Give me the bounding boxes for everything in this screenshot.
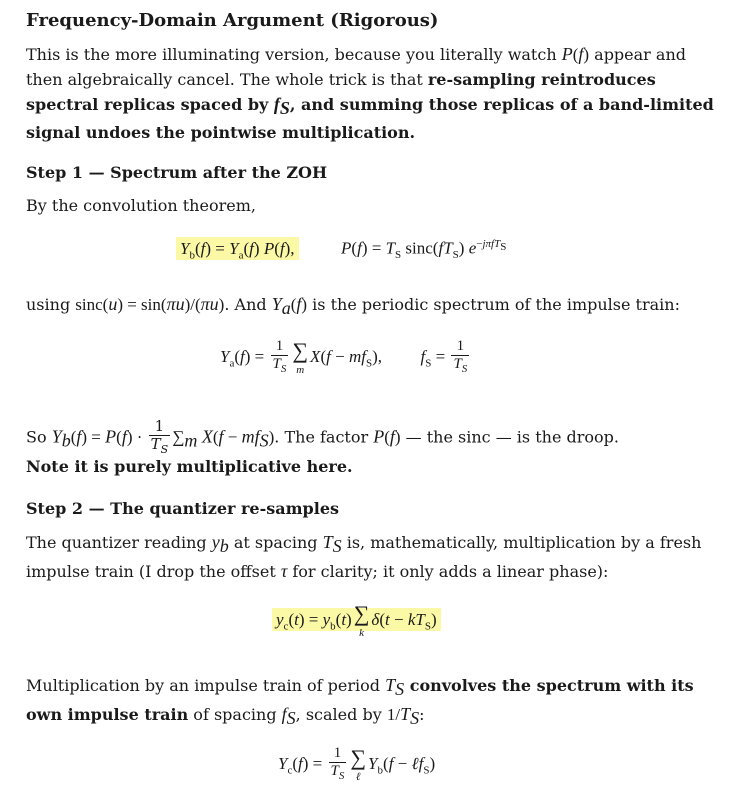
step2-p2-text-2: of spacing (188, 704, 282, 724)
step2-heading: Step 2 — The quantizer re-samples (26, 499, 340, 518)
equation-ya: $Y_a(f)$ = $\frac{1}{T_S}$ ∑ m $X(f - mf_S)$, $f_S$ = $\frac{1}{T_S}$ (220, 338, 468, 376)
so-text-1: So (26, 427, 52, 447)
section-title: Frequency-Domain Argument (Rigorous) (26, 10, 439, 31)
step2-p1-text-1: The quantizer reading (26, 533, 212, 552)
equation-yc (272, 603, 441, 639)
step2-p1-text-3: is, mathematically, multiplication by a fresh impulse train (I drop the offset (26, 533, 702, 581)
intro-bold-2: , and summing those replicas of a band-limited signal undoes the pointwise multiplication. (26, 95, 714, 142)
step2-paragraph-1: The quantizer reading $y_b$ at spacing $T_S$ is, mathematically, multiplication by a fresh impulse train (I drop the offset τ for clarity; it only adds a linear phase): (26, 532, 702, 581)
using-paragraph: using sinc(u) = sin(πu)/(πu). And $Y_a(f)$ is the periodic spectrum of the impulse train: (26, 294, 680, 319)
step2-p2-bold: convolves the spectrum with its own impulse train (26, 676, 694, 724)
so-text-2: . The factor (274, 427, 374, 447)
step1-heading: Step 1 — Spectrum after the ZOH (26, 163, 328, 182)
step2-p1-text-4: for clarity; it only adds a linear phase): (287, 561, 609, 581)
using-text-2: . And (224, 295, 272, 314)
intro-text-1: This is the more illuminating version, because you literally watch (26, 45, 562, 64)
intro-bold-1: re-sampling reintroduces spectral replicas spaced by (26, 69, 656, 114)
intro-paragraph: This is the more illuminating version, because you literally watch P(f) appear and then algebraically cancel. The whole trick is that re-sampling reintroduces spectral replicas spaced by $f_S$, and summing those replicas of a band-limited signal undoes the pointwise multiplication. (26, 44, 714, 142)
intro-text-2: appear and then algebraically cancel. The whole trick is that (26, 45, 686, 89)
step1-lead: By the convolution theorem, (26, 196, 256, 215)
step2-p1-text-2: at spacing (228, 533, 323, 552)
step2-p2-text-3: , scaled by (295, 704, 387, 724)
so-text-3: — the sinc — is the droop. (400, 427, 619, 447)
equation-yb: $Y_b(f) = Y_a(f)$ P(f), $P(f) = T_S$ $\sin c(fT_S)$ $e^{-j\pi fT_S}$ (176, 238, 506, 261)
highlight-yb: $Y_b(f) = Y_a(f)$ P(f), (176, 237, 299, 260)
equation-yc-spectrum: $Y_c(f)$ = $\frac{1}{T_S}$ ∑ ℓ $Y_b(f$ − ℓf$_S$) (278, 745, 436, 783)
step2-paragraph-2: Multiplication by an impulse train of period $T_S$ convolves the spectrum with its own impulse train of spacing $f_S$, scaled by $1/T_S$: (26, 675, 694, 728)
step1-note: Note it is purely multiplicative here. (26, 457, 353, 476)
using-text-3: is the periodic spectrum of the impulse train: (307, 295, 680, 314)
using-text-1: using (26, 295, 76, 314)
step2-p2-text-1: Multiplication by an impulse train of period (26, 676, 386, 695)
so-paragraph: So $Y_b(f) = P(f)$ · $\frac{1}{T_S}$ $\sum_m$ $X(f - mf_S)$. The factor P(f) — the sinc — is the droop. (26, 417, 619, 456)
highlight-yc: $y_c(t) = y_b(t)$ ∑ k $\delta(t - kT_S)$ (272, 608, 441, 631)
